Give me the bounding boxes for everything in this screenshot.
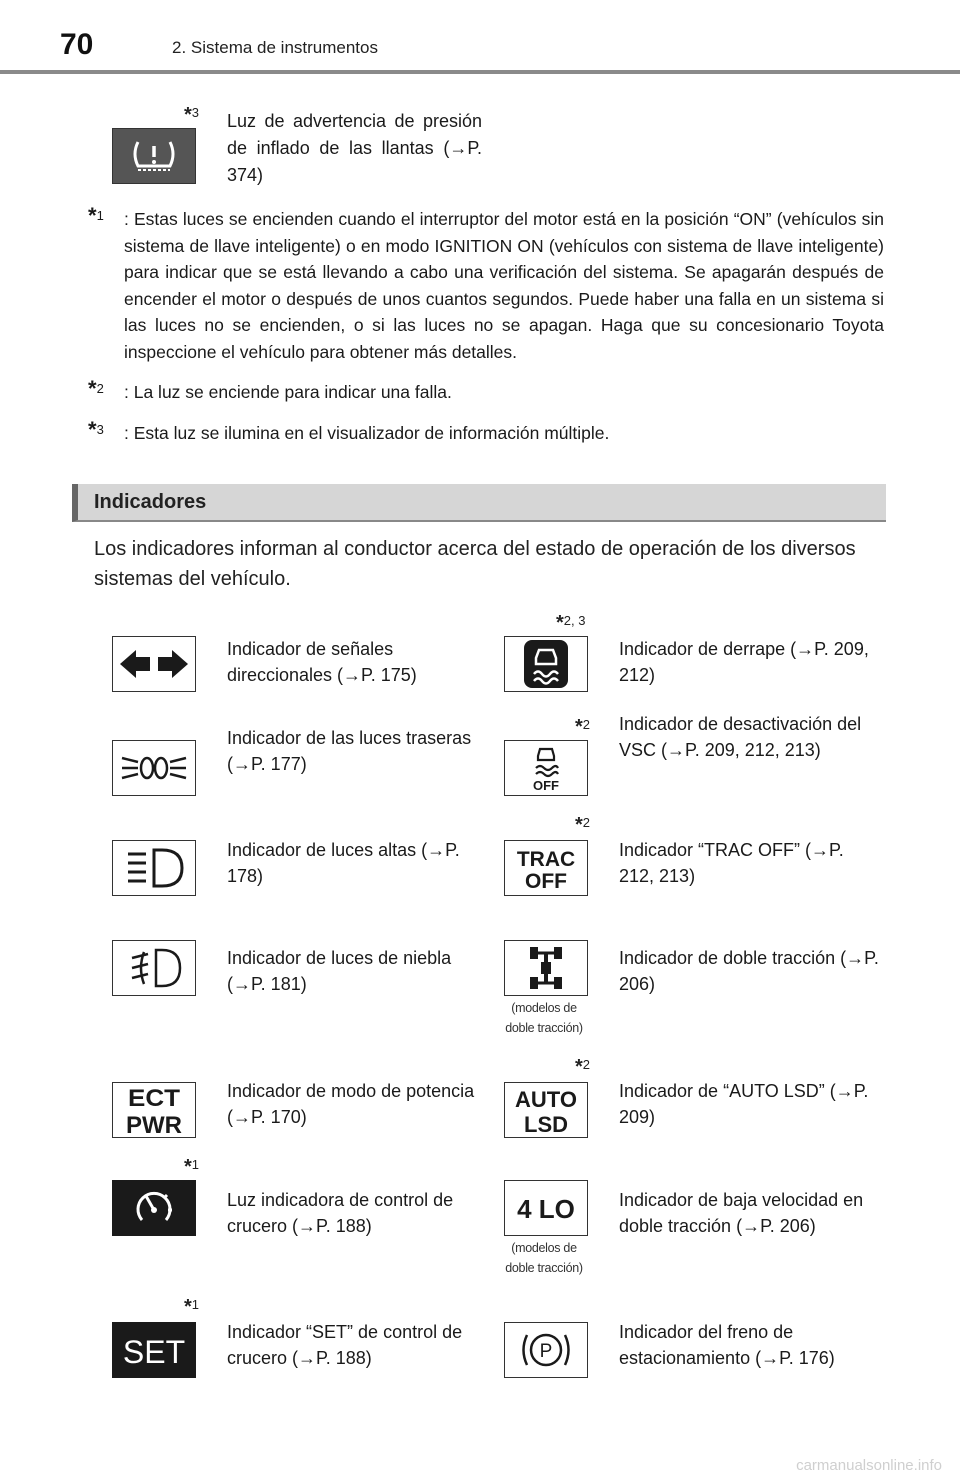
footnote-mark: *2 [575,1056,591,1078]
high-beam-label: Indicador de luces altas (→P. 178) [227,840,460,886]
vsc-off-label: Indicador de desactivación del VSC (→P. 209, 212, 213) [619,714,862,760]
turn-signal-icon [112,636,196,692]
footnote-mark: *1 [184,1156,200,1178]
footnote-mark: *2, 3 [556,612,586,634]
ect-pwr-line1: ECT [128,1085,181,1112]
trac-off-label: Indicador “TRAC OFF” (→P. 212, 213) [619,840,844,886]
footnote-mark: *3 [88,416,104,442]
parking-brake-label: Indicador del freno de estacionamiento (→P. 176) [619,1322,835,1368]
four-wheel-drive-icon [504,940,588,996]
footer-watermark: carmanualsonline.info [796,1457,942,1474]
footnote-text: : Estas luces se encienden cuando el interruptor del motor está en la posición “ON” (vehículos sin sistema de llave inteligente) o en modo IGNITION ON (vehículos con sistema de llave inteligente) para indicar que se está llevando a cabo una verificación del sistema. Se apagarán después de encender el motor o después de unos cuantos segundos. Puede haber una falla en un sistema si las luces no se encienden, o si las luces no se apagan. Haga que su concesionario Toyota inspeccione el vehículo para obtener más detalles. [124,209,884,362]
high-beam-icon [112,840,196,896]
footnote-mark: *2 [88,376,104,401]
ect-pwr-line2: PWR [126,1112,182,1138]
tail-lights-icon [112,740,196,796]
trac-off-line1: TRAC [516,848,576,871]
fog-light-icon [112,940,196,996]
four-wd-model-note: (modelos de doble tracción) [505,1001,583,1035]
cruise-set-icon [112,1322,196,1378]
header-rule [0,70,960,74]
cruise-set-label: Indicador “SET” de control de crucero (→P. 188) [227,1322,463,1368]
trac-off-icon [504,840,588,896]
auto-lsd-label: Indicador de “AUTO LSD” (→P. 209) [619,1081,869,1127]
parking-brake-icon [504,1322,588,1378]
turn-signal-label: Indicador de señales direccionales (→P. 175) [227,639,417,685]
four-lo-label: Indicador de baja velocidad en doble tracción (→P. 206) [619,1190,864,1236]
fog-light-label: Indicador de luces de niebla (→P. 181) [227,948,452,994]
parking-brake-icon-text: P [539,1341,553,1362]
auto-lsd-icon [504,1082,588,1138]
section-bar [72,484,886,522]
ect-pwr-label: Indicador de modo de potencia (→P. 170) [227,1081,475,1127]
footnote-mark: *2 [575,716,591,738]
auto-lsd-line1: AUTO [515,1087,577,1112]
section-header: 2. Sistema de instrumentos [172,38,378,57]
four-lo-icon-text: 4 LO [517,1194,575,1224]
footnote-mark: *1 [184,1296,200,1318]
slip-indicator-label: Indicador de derrape (→P. 209, 212) [619,639,869,685]
auto-lsd-line2: LSD [524,1112,568,1137]
tire-pressure-warning-icon [112,128,196,184]
footnote-3 [88,416,884,447]
footnote-text: : La luz se enciende para indicar una falla. [124,382,452,402]
ect-pwr-icon [112,1082,196,1138]
footnote-text: : Esta luz se ilumina en el visualizador de información múltiple. [124,422,610,443]
cruise-control-label: Luz indicadora de control de crucero (→P. 188) [227,1190,454,1236]
footnotes [88,203,884,460]
footnote-mark: *1 [88,203,104,228]
slip-indicator-icon [504,636,588,692]
tail-lights-label: Indicador de las luces traseras (→P. 177) [227,728,472,774]
vsc-off-icon [504,740,588,796]
four-lo-icon [504,1180,588,1236]
cruise-set-icon-text: SET [122,1334,186,1370]
section-intro: Los indicadores informan al conductor acerca del estado de operación de los diversos sistemas del vehículo. [94,538,856,590]
footnote-1 [88,203,884,365]
trac-off-line2: OFF [525,870,567,893]
footnote-2 [88,376,884,406]
footnote-mark: *3 [184,104,200,126]
cruise-control-icon [112,1180,196,1236]
four-lo-model-note: (modelos de doble tracción) [505,1241,583,1275]
footnote-mark: *2 [575,814,591,836]
section-title: Indicadores [94,491,207,513]
tire-pressure-label: Luz de advertencia de presión de inflado de las llantas (→P. 374) [227,111,482,185]
page-number: 70 [60,28,94,61]
vsc-off-icon-text: OFF [533,778,559,793]
four-wd-label: Indicador de doble tracción (→P. 206) [619,948,879,994]
